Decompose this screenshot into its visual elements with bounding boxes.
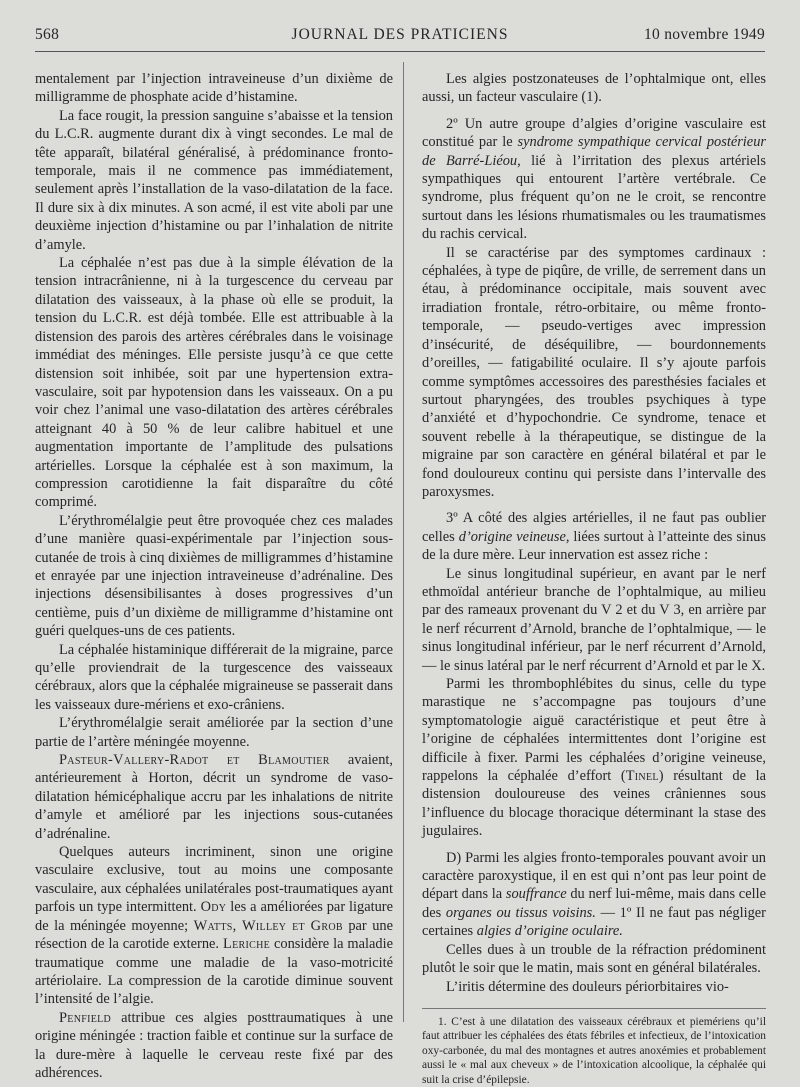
paragraph: La face rougit, la pression sanguine s’abaisse et la tension du L.C.R. augmente durant dix à vingt secondes. Le mal de tête apparaît, bilatéral généralisé, à prédominance fronto-temporale, mais il ne commence pas immédiatement, seulement après l’installation de la vaso-dilatation de la face. Il dure six à dix minutes. A son acmé, il est vite aboli par une deuxième injection d’histamine ou par l’inhalation de nitrite d’amyle.: [35, 107, 393, 253]
emphasis: organes ou tissus voisins.: [445, 904, 596, 921]
paragraph: mentalement par l’injection intraveineuse d’un dixième de milligramme de phosphate acide d’histamine.: [35, 71, 393, 106]
paragraph-text: 3º A côté des algies artérielles, il ne faut pas oublier celles: [422, 510, 766, 545]
paragraph: L’érythromélalgie serait améliorée par la section d’une partie de l’artère méningée moyenne.: [35, 715, 393, 750]
author-name: Ody: [200, 899, 227, 916]
author-name: Leriche: [223, 936, 271, 953]
paragraph: Le sinus longitudinal supérieur, en avant par le nerf ethmoïdal antérieur branche de l’ophtalmique, au milieu par des rameaux provenant du V 2 et du V 3, en arrière par le nerf récurrent d’Arnold, branche de l’ophtalmique, — le sinus longitudinal inférieur, par le nerf récurrent d’Arnold, — le sinus latéral par le nerf récurrent d’Arnold et par le X.: [422, 565, 766, 674]
paragraph-text: Quelques auteurs incriminent, sinon une origine vasculaire exclusive, tout au moins une composante vasculaire, aux céphalées unilatérales post-traumatiques ayant parfois un type intermittent.: [35, 844, 393, 916]
author-name: Tinel: [625, 768, 659, 785]
paragraph: L’érythromélalgie peut être provoquée chez ces malades d’une manière quasi-expérimentale par l’injection sous-cutanée de trois à cinq dixièmes de milligrammes d’histamine et enrayée par une injection intraveineuse d’adrénaline. Des injections désensibilisantes à doses progressives d’un centième, puis d’un dixième de milligramme d’histamine ont guéri quelques-uns de ces patients.: [35, 512, 393, 640]
paragraph-text: considère la maladie traumatique comme une maladie de la vaso-motricité artériolaire. La compression de la carotide diminue souvent l’intensité de l’algie.: [35, 936, 393, 1008]
paragraph-text: Parmi les thrombophlébites du sinus, celle du type marastique ne s’accompagne pas toujours d’une symptomatologie aiguë caractéristique et peut être à l’origine de céphalées intermittentes dont l’origine est difficile à fixer. Parmi les céphalées d’origine veineuse, rappelons la céphalée d’effort (: [422, 676, 766, 785]
paragraph: [35, 751, 393, 843]
journal-title: JOURNAL DES PRATICIENS: [291, 26, 509, 43]
paragraph-text: du nerf lui-même, mais dans celle des: [422, 886, 766, 921]
issue-date: 10 novembre 1949: [643, 26, 765, 43]
paragraph: La céphalée histaminique différerait de la migraine, parce qu’elle proviendrait de la turgescence des vaisseaux cérébraux, alors que la céphalée migraineuse se passerait dans les vaisseaux dure-mériens et exo-crâniens.: [35, 641, 393, 713]
paragraph-text: lié à l’irritation des plexus artériels sympathiques qui entourent l’artère vertébrale. Ce syndrome, plus fréquent qu’on ne le croit, se rencontre surtout dans les lésions rhumatismales ou les traumatismes du rachis cervical.: [422, 152, 766, 243]
paragraph-text: D) Parmi les algies fronto-temporales pouvant avoir un caractère paroxystique, il en est qui n’ont pas leur point de départ dans la: [422, 849, 766, 903]
paragraph-text: — 1º Il ne faut pas négliger certaines: [422, 904, 766, 940]
paragraph: [422, 849, 766, 941]
emphasis: syndrome sympathique cervical postérieur de Barré-Liéou,: [422, 134, 766, 169]
emphasis: algies d’origine oculaire.: [476, 923, 623, 940]
paragraph-text: par une résection de la carotide externe.: [35, 917, 393, 953]
paragraph-text: attribue ces algies posttraumatiques à une origine méningée : traction faible et continue sur la surface de la dure-mère à laquelle le cerveau reste fixé par des adhérences.: [35, 1009, 393, 1081]
paragraph-text: ) résultant de la distension douloureuse des veines crâniennes sous l’influence du blocage thoracique déterminant la stase des jugulaires.: [422, 768, 766, 840]
footnotes: [422, 1008, 766, 1087]
author-names: Pasteur-Vallery-Radot et Blamoutier: [59, 752, 330, 769]
paragraph: [422, 115, 766, 244]
page-number: 568: [35, 26, 60, 43]
paragraph: La céphalée n’est pas due à la simple élévation de la tension intracrânienne, ni à la turgescence du cerveau par dilatation des vaisseaux, à la phase où elle se produit, la tension du L.C.R. est déjà tombée. Elle est attribuable à la distension des parois des artères cérébrales dans le voisinage immédiat des méninges. Elle persiste jusqu’à ce que cette distension soit inhibée, soit par une hypertension extra-vasculaire, soit par hypotension dans les vaisseaux. On a pu voir chez l’animal une vaso-dilatation des artères cérébrales atteignant 40 à 50 % de leur calibre habituel et une augmentation importante de l’amplitude des pulsations artérielles. Lorsque la céphalée est à son maximum, la compression carotidienne la fait disparaître du côté comprimé.: [35, 255, 393, 511]
paragraph: [35, 843, 393, 1009]
header-rule: [35, 51, 765, 52]
paragraph: [422, 509, 766, 564]
right-column: [422, 70, 766, 1087]
paragraph: Celles dues à un trouble de la réfraction prédominent plutôt le soir que le matin, mais sont en général bilatérales.: [422, 941, 766, 977]
paragraph-text: avaient, antérieurement à Horton, décrit un syndrome de vaso-dilatation hémicéphalique accru par les inhalations de nitrite d’amyle et amélioré par les injections sous-cutanées d’adrénaline.: [35, 752, 393, 842]
paragraph-text: 2º Un autre groupe d’algies d’origine vasculaire est constitué par le: [422, 115, 766, 151]
author-name: Penfield: [59, 1009, 112, 1026]
running-header: [35, 26, 765, 52]
author-names: Watts, Willey et Grob: [193, 917, 343, 934]
left-column: [35, 70, 393, 1082]
paragraph: [422, 675, 766, 841]
emphasis: souffrance: [505, 886, 567, 903]
paragraph: Les algies postzonateuses de l’ophtalmique ont, elles aussi, un facteur vasculaire (1).: [422, 71, 766, 106]
emphasis: d’origine veineuse,: [458, 528, 570, 545]
paragraph: [35, 1009, 393, 1083]
paragraph: L’iritis détermine des douleurs périorbitaires vio-: [446, 978, 729, 995]
column-divider: [403, 62, 404, 1022]
paragraph: Il se caractérise par des symptomes cardinaux : céphalées, à type de piqûre, de vrille, de serrement dans un étau, à prédominance occipitale, mais souvent avec irradiation frontale, rétro-orbitaire, ou même fronto-temporale, — pseudo-vertiges avec impression d’insécurité, de déséquilibre, — bourdonnements d’oreilles, — fatigabilité oculaire. Il s’y ajoute parfois comme symptômes accessoires des paresthésies faciales et surtout pharyngées, des troubles psychiques à type d’anxiété et d’hypochondrie. Ce syndrome, tenace et souvent rebelle à la thérapeutique, se distingue de la migraine par son caractère en général bilatéral et par le fond douloureux continu qui persiste dans l’intervalle des paroxysmes.: [422, 244, 766, 500]
footnote: 1. C’est à une dilatation des vaisseaux cérébraux et piemériens qu’il faut attribuer les céphalées des états fébriles et infectieux, de l’intoxication oxy-carbonée, du mal des montagnes et autres anoxémies et probablement aussi le « mal aux cheveux » de l’intoxication alcoolique, la céphalée qui suit la crise d’épilepsie.: [422, 1015, 766, 1086]
paragraph-text: les a améliorées par ligature de la méningée moyenne;: [35, 899, 393, 934]
paragraph-text: liées surtout à l’atteinte des sinus de la dure mère. Leur innervation est assez riche :: [422, 528, 766, 564]
